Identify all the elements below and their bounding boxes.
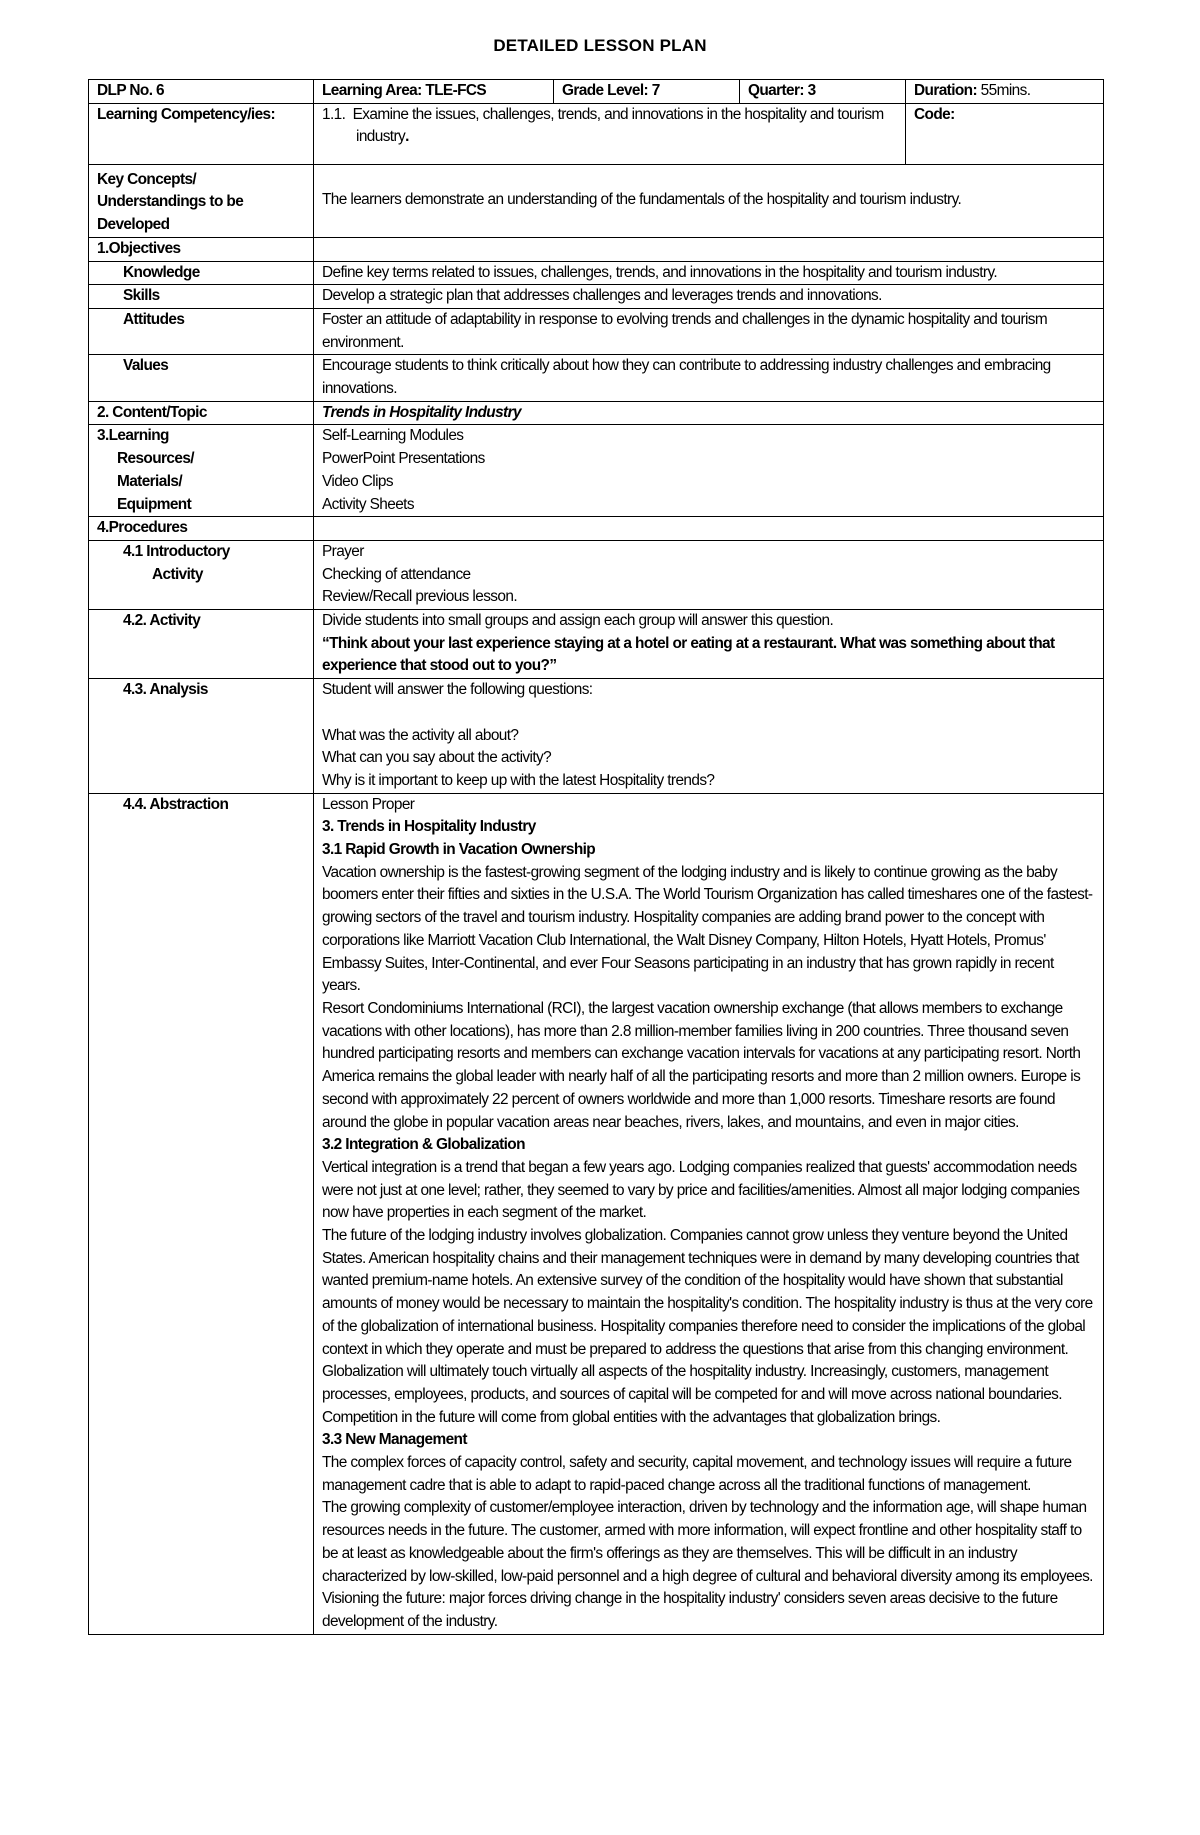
activity-row: [89, 610, 1104, 679]
competency-period: .: [405, 128, 409, 146]
list-item: Activity Sheets: [322, 495, 414, 513]
knowledge-label: Knowledge: [89, 261, 314, 285]
analysis-intro: Student will answer the following questions:: [322, 681, 593, 699]
paragraph: The growing complexity of customer/employee interaction, driven by technology and the information age, will shape human resources needs in the future. The customer, armed with more information, will expect frontline and other hospitality staff to be at least as knowledgeable about the firm's offerings as they are themselves. This will be difficult in an industry characterized by low-skilled, low-paid personnel and a high degree of cultural and behavioral diversity among its employees. Visioning the future: major forces driving change in the hospitality industry' considers seven areas decisive to the future development of the industry.: [322, 1499, 1093, 1630]
lesson-plan-table: [88, 79, 1104, 1635]
values-label: Values: [89, 355, 314, 401]
competency-number: 1.1.: [322, 105, 346, 123]
paragraph: Vertical integration is a trend that began a few years ago. Lodging companies realized that guests' accommodation needs were not just at one level; rather, they seemed to vary by price and facilities/amenities. Almost all major lodging companies now have properties in each segment of the market.: [322, 1158, 1080, 1222]
heading-vacation-ownership: 3.1 Rapid Growth in Vacation Ownership: [322, 841, 596, 859]
objectives-label: 1.Objectives: [89, 237, 314, 261]
abstraction-row: [89, 793, 1104, 1634]
resources-label-line-2: Resources/: [117, 450, 194, 468]
skills-label: Skills: [89, 285, 314, 309]
intro-activity-label: [89, 540, 314, 609]
key-concepts-text: The learners demonstrate an understanding of the fundamentals of the hospitality and tourism industry.: [314, 164, 1104, 237]
activity-cell: [314, 610, 1104, 679]
activity-question: “Think about your last experience staying at a hotel or eating at a restaurant. What was something about that experience that stood out to you?”: [322, 634, 1055, 675]
resources-label-line-1: 3.Learning: [97, 427, 169, 445]
list-item: What can you say about the activity?: [322, 749, 552, 767]
values-text: Encourage students to think critically about how they can contribute to addressing industry challenges and embracing innovations.: [314, 355, 1104, 401]
analysis-cell: [314, 679, 1104, 794]
paragraph: The future of the lodging industry involves globalization. Companies cannot grow unless they venture beyond the United States. American hospitality chains and their management techniques were in demand by many developing countries that wanted premium-name hotels. An extensive survey of the condition of the hospitality would have shown that substantial amounts of money would be necessary to maintain the hospitality's condition. The hospitality industry is thus at the very core of the globalization of international business. Hospitality companies therefore need to consider the implications of the global context in which they operate and must be prepared to address the questions that arise from this changing environment. Globalization will ultimately touch virtually all aspects of the hospitality industry. Increasingly, customers, management processes, employees, products, and sources of capital will be competed for and will move across national boundaries. Competition in the future will come from global entities with the advantages that globalization brings.: [322, 1227, 1093, 1426]
list-item: PowerPoint Presentations: [322, 450, 485, 468]
attitudes-label: Attitudes: [89, 308, 314, 354]
objectives-row: [89, 237, 1104, 261]
quarter: Quarter: 3: [740, 80, 906, 104]
list-item: Checking of attendance: [322, 565, 471, 583]
grade-level: Grade Level: 7: [554, 80, 740, 104]
key-concepts-label: Key Concepts/ Understandings to be Developed: [89, 164, 314, 237]
intro-activity-list: [314, 540, 1104, 609]
resources-list: [314, 425, 1104, 517]
list-item: What was the activity all about?: [322, 726, 519, 744]
competency-text-block: [322, 104, 897, 149]
analysis-label: 4.3. Analysis: [89, 679, 314, 794]
competency-code-label: Code:: [906, 103, 1104, 164]
dlp-number: DLP No. 6: [89, 80, 314, 104]
skills-row: [89, 285, 1104, 309]
heading-integration-globalization: 3.2 Integration & Globalization: [322, 1136, 525, 1154]
skills-text: Develop a strategic plan that addresses challenges and leverages trends and innovations.: [314, 285, 1104, 309]
attitudes-text: Foster an attitude of adaptability in response to evolving trends and challenges in the dynamic hospitality and tourism environment.: [314, 308, 1104, 354]
content-topic: Trends in Hospitality Industry: [314, 401, 1104, 425]
procedures-row: [89, 517, 1104, 541]
resources-row: [89, 425, 1104, 517]
paragraph: Resort Condominiums International (RCI), the largest vacation ownership exchange (that allows members to exchange vacations with other locations), has more than 2.8 million-member families living in 200 countries. Three thousand seven hundred participating resorts and members can exchange vacation intervals for vacations at any participating resort. North America remains the global leader with nearly half of all the participating resorts and more than 2 million owners. Europe is second with approximately 22 percent of owners worldwide and more than 1,000 resorts. Timeshare resorts are found around the globe in popular vacation areas near beaches, rivers, lakes, and mountains, and even in major cities.: [322, 1000, 1081, 1131]
lesson-proper: Lesson Proper: [322, 795, 415, 813]
analysis-row: [89, 679, 1104, 794]
paragraph: The complex forces of capacity control, safety and security, capital movement, and technology issues will require a future management cadre that is able to adapt to rapid-paced change across all the traditional functions of management.: [322, 1454, 1072, 1494]
attitudes-row: [89, 308, 1104, 354]
competency-text: Examine the issues, challenges, trends, and innovations in the hospitality and tourism industry: [352, 105, 884, 146]
list-item: Self-Learning Modules: [322, 427, 464, 445]
heading-new-management: 3.3 New Management: [322, 1431, 467, 1449]
activity-text: Divide students into small groups and assign each group will answer this question.: [322, 612, 834, 630]
resources-label-line-4: Equipment: [117, 495, 192, 513]
list-item: Review/Recall previous lesson.: [322, 588, 517, 606]
list-item: Prayer: [322, 542, 364, 560]
competency-label: Learning Competency/ies:: [89, 103, 314, 164]
duration-cell: [906, 80, 1104, 104]
intro-activity-row: [89, 540, 1104, 609]
knowledge-row: [89, 261, 1104, 285]
competency-cell: [314, 103, 906, 164]
duration-value: 55mins.: [977, 82, 1031, 99]
competency-row: [89, 103, 1104, 164]
paragraph: Vacation ownership is the fastest-growing segment of the lodging industry and is likely to continue growing as the baby boomers enter their fifties and sixties in the U.S.A. The World Tourism Organization has called timeshares one of the fastest-growing sectors of the travel and tourism industry. Hospitality companies are adding brand power to the concept with corporations like Marriott Vacation Club International, the Walt Disney Company, Hilton Hotels, Hyatt Hotels, Promus' Embassy Suites, Inter-Continental, and ever Four Seasons participating in an industry that has grown rapidly in recent years.: [322, 863, 1093, 995]
abstraction-cell: [314, 793, 1104, 1634]
values-row: [89, 355, 1104, 401]
document-title: DETAILED LESSON PLAN: [493, 36, 707, 55]
activity-label: 4.2. Activity: [89, 610, 314, 679]
intro-label-line-1: 4.1 Introductory: [123, 542, 230, 560]
knowledge-text: Define key terms related to issues, challenges, trends, and innovations in the hospitality and tourism industry.: [314, 261, 1104, 285]
resources-label: [89, 425, 314, 517]
abstraction-label: 4.4. Abstraction: [89, 793, 314, 1634]
resources-label-line-3: Materials/: [117, 472, 183, 490]
learning-area: Learning Area: TLE-FCS: [314, 80, 554, 104]
key-concepts-row: [89, 164, 1104, 237]
procedures-label: 4.Procedures: [89, 517, 314, 541]
content-label: 2. Content/Topic: [89, 401, 314, 425]
list-item: Video Clips: [322, 472, 393, 490]
header-row: [89, 80, 1104, 104]
list-item: Why is it important to keep up with the latest Hospitality trends?: [322, 771, 715, 789]
intro-label-line-2: Activity: [152, 565, 203, 583]
duration-label: Duration:: [914, 82, 977, 99]
heading-trends: 3. Trends in Hospitality Industry: [322, 818, 536, 836]
content-row: [89, 401, 1104, 425]
